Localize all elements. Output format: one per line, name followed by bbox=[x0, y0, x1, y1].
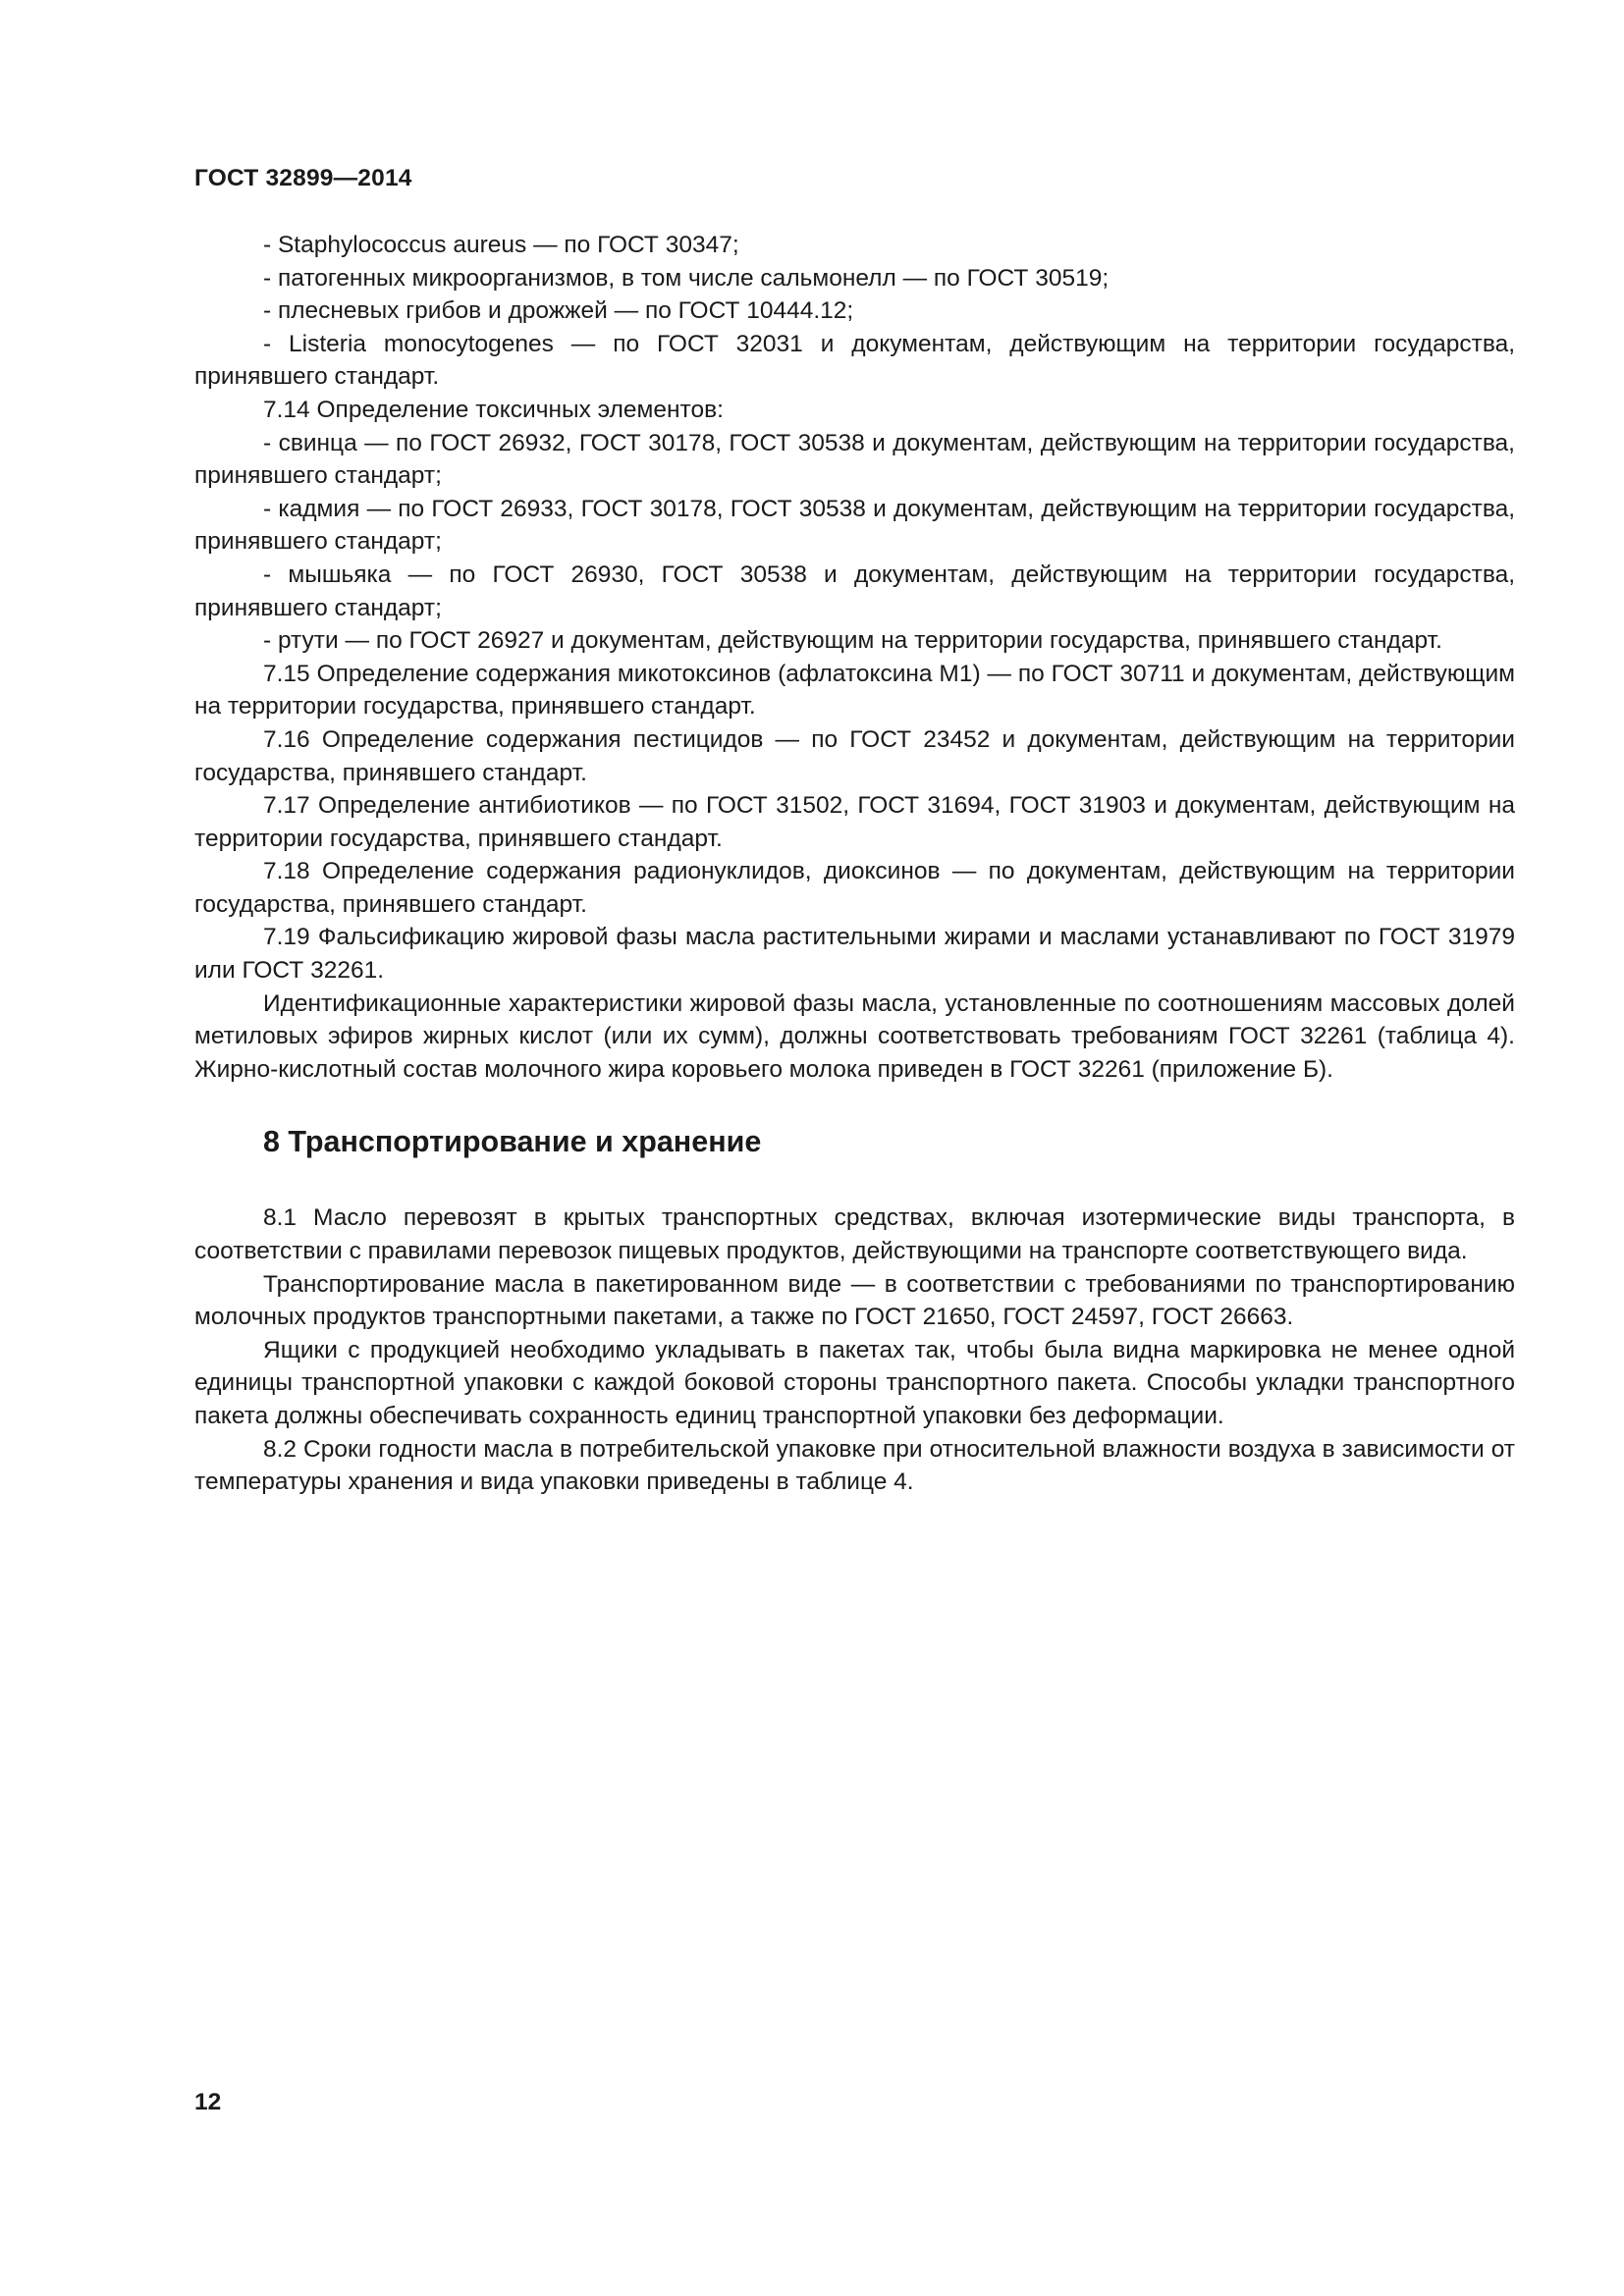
paragraph: 8.2 Сроки годности масла в потребительской упаковке при относительной влажности воздуха в зависимости от температуры хранения и вида упаковки приведены в таблице 4. bbox=[194, 1435, 1515, 1496]
page-number: 12 bbox=[194, 2089, 222, 2115]
paragraph: 8.1 Масло перевозят в крытых транспортных средствах, включая изотермические виды транспорта, в соответствии с правилами перевозок пищевых продуктов, действующими на транспорте соответствующего вида. bbox=[194, 1204, 1515, 1265]
paragraph: 7.14 Определение токсичных элементов: bbox=[263, 396, 724, 423]
paragraph: 7.16 Определение содержания пестицидов — по ГОСТ 23452 и документам, действующим на территории государства, принявшего стандарт. bbox=[194, 725, 1515, 786]
document-body bbox=[194, 229, 1515, 1499]
paragraph: 7.19 Фальсификацию жировой фазы масла растительными жирами и маслами устанавливают по ГОСТ 31979 или ГОСТ 32261. bbox=[194, 924, 1515, 985]
paragraph: Идентификационные характеристики жировой фазы масла, установленные по соотношениям массовых долей метиловых эфиров жирных кислот (или их сумм), должны соответствовать требованиям ГОСТ 32261 (таблица 4). Жирно-кислотный состав молочного жира коровьего молока приведен в ГОСТ 32261 (приложение Б). bbox=[194, 989, 1515, 1083]
list-item: - патогенных микроорганизмов, в том числе сальмонелл — по ГОСТ 30519; bbox=[263, 264, 1110, 292]
paragraph: 7.17 Определение антибиотиков — по ГОСТ 31502, ГОСТ 31694, ГОСТ 31903 и документам, действующим на территории государства, принявшего стандарт. bbox=[194, 792, 1515, 852]
paragraph: Транспортирование масла в пакетированном виде — в соответствии с требованиями по транспортированию молочных продуктов транспортными пакетами, а также по ГОСТ 21650, ГОСТ 24597, ГОСТ 26663. bbox=[194, 1270, 1515, 1331]
section-title: 8 Транспортирование и хранение bbox=[263, 1125, 762, 1159]
list-item: - мышьяка — по ГОСТ 26930, ГОСТ 30538 и документам, действующим на территории государства, принявшего стандарт; bbox=[194, 561, 1515, 621]
paragraph: 7.18 Определение содержания радионуклидов, диоксинов — по документам, действующим на территории государства, принявшего стандарт. bbox=[194, 858, 1515, 918]
paragraph: 7.15 Определение содержания микотоксинов (афлатоксина М1) — по ГОСТ 30711 и документам, действующим на территории государства, принявшего стандарт. bbox=[194, 660, 1515, 721]
list-item: - плесневых грибов и дрожжей — по ГОСТ 10444.12; bbox=[263, 297, 854, 325]
paragraph: Ящики с продукцией необходимо укладывать в пакетах так, чтобы была видна маркировка не менее одной единицы транспортной упаковки с каждой боковой стороны транспортного пакета. Способы укладки транспортного пакета должны обеспечивать сохранность единиц транспортной упаковки без деформации. bbox=[194, 1336, 1515, 1429]
list-item: - Listeria monocytogenes — по ГОСТ 32031 и документам, действующим на территории государства, принявшего стандарт. bbox=[194, 330, 1515, 391]
list-item: - кадмия — по ГОСТ 26933, ГОСТ 30178, ГОСТ 30538 и документам, действующим на территории государства, принявшего стандарт; bbox=[194, 495, 1515, 556]
list-item: - ртути — по ГОСТ 26927 и документам, действующим на территории государства, принявшего стандарт. bbox=[263, 627, 1442, 655]
list-item: - Staphylococcus aureus — по ГОСТ 30347; bbox=[263, 232, 739, 258]
list-item: - свинца — по ГОСТ 26932, ГОСТ 30178, ГОСТ 30538 и документам, действующим на территории государства, принявшего стандарт; bbox=[194, 429, 1515, 490]
page-header: ГОСТ 32899—2014 bbox=[194, 165, 412, 191]
